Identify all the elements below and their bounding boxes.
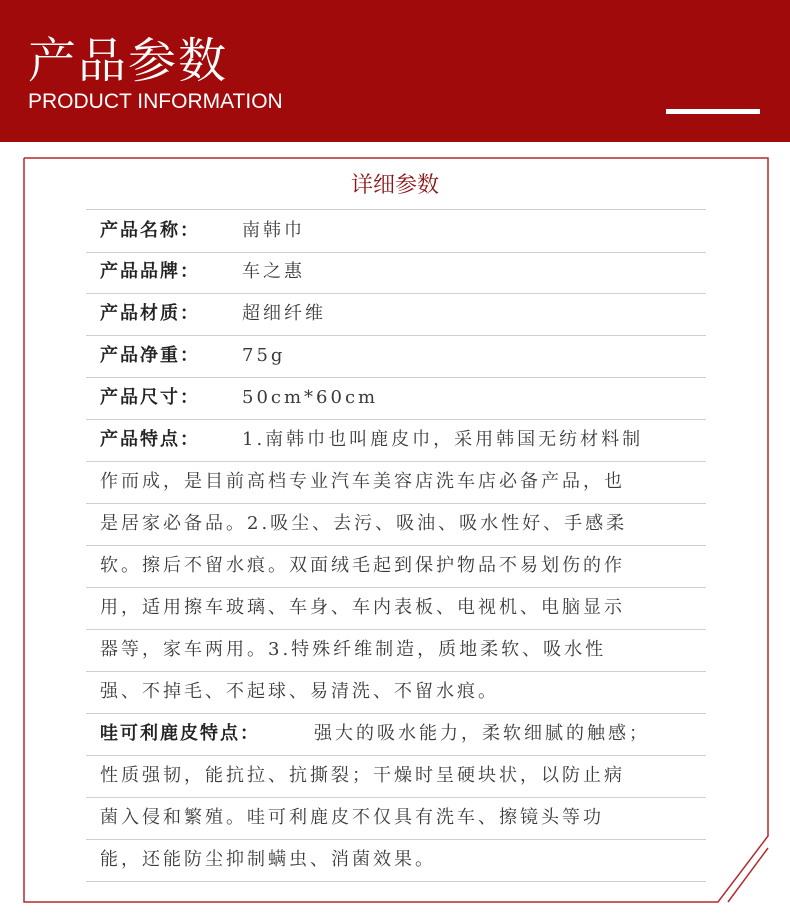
features-row: [86, 503, 706, 546]
param-row-weight: [86, 335, 706, 378]
features-row: [86, 629, 706, 672]
features-line: 软。擦后不留水痕。双面绒毛起到保护物品不易划伤的作: [100, 555, 625, 576]
param-value: 南韩巾: [242, 220, 305, 241]
features-label: 产品特点：: [100, 429, 200, 450]
features-line: 是居家必备品。2.吸尘、去污、吸油、吸水性好、手感柔: [100, 513, 628, 534]
param-label: 产品材质：: [100, 303, 200, 324]
param-row-name: [86, 209, 706, 253]
chamois-row: [86, 713, 706, 756]
features-row: [86, 545, 706, 588]
section-title: 详细参数: [350, 173, 439, 198]
features-line: 用，适用擦车玻璃、车身、车内表板、电视机、电脑显示: [100, 597, 625, 618]
chamois-line: 能，还能防尘抑制螨虫、消菌效果。: [100, 849, 436, 870]
chamois-line: 性质强韧，能抗拉、抗撕裂；干燥时呈硬块状，以防止病: [100, 765, 625, 786]
chamois-line: 菌入侵和繁殖。哇可利鹿皮不仅具有洗车、擦镜头等功: [100, 807, 604, 828]
features-line: 器等，家车两用。3.特殊纤维制造，质地柔软、吸水性: [100, 639, 607, 660]
param-row-material: [86, 293, 706, 336]
param-label: 产品名称：: [100, 220, 200, 241]
chamois-label: 哇可利鹿皮特点：: [100, 723, 260, 744]
param-label: 产品净重：: [100, 345, 200, 366]
chamois-line: 强大的吸水能力，柔软细腻的触感；: [314, 723, 650, 744]
features-row: [86, 587, 706, 630]
page-subtitle: PRODUCT INFORMATION: [28, 90, 283, 113]
features-row: [86, 419, 706, 462]
param-value: 50cm*60cm: [242, 387, 379, 408]
features-row: [86, 461, 706, 504]
param-label: 产品品牌：: [100, 261, 200, 282]
param-value: 超细纤维: [242, 303, 326, 324]
param-value: 75g: [242, 345, 286, 366]
param-label: 产品尺寸：: [100, 387, 200, 408]
chamois-row: [86, 755, 706, 798]
features-row: [86, 671, 706, 714]
page-title: 产品参数: [28, 33, 229, 89]
features-line: 作而成，是目前高档专业汽车美容店洗车店必备产品，也: [100, 471, 625, 492]
features-line: 强、不掉毛、不起球、易清洗、不留水痕。: [100, 681, 499, 702]
features-line: 1.南韩巾也叫鹿皮巾，采用韩国无纺材料制: [242, 429, 644, 450]
param-value: 车之惠: [242, 261, 305, 282]
chamois-row: [86, 839, 706, 882]
param-row-brand: [86, 251, 706, 294]
param-row-size: [86, 377, 706, 420]
chamois-row: [86, 797, 706, 840]
